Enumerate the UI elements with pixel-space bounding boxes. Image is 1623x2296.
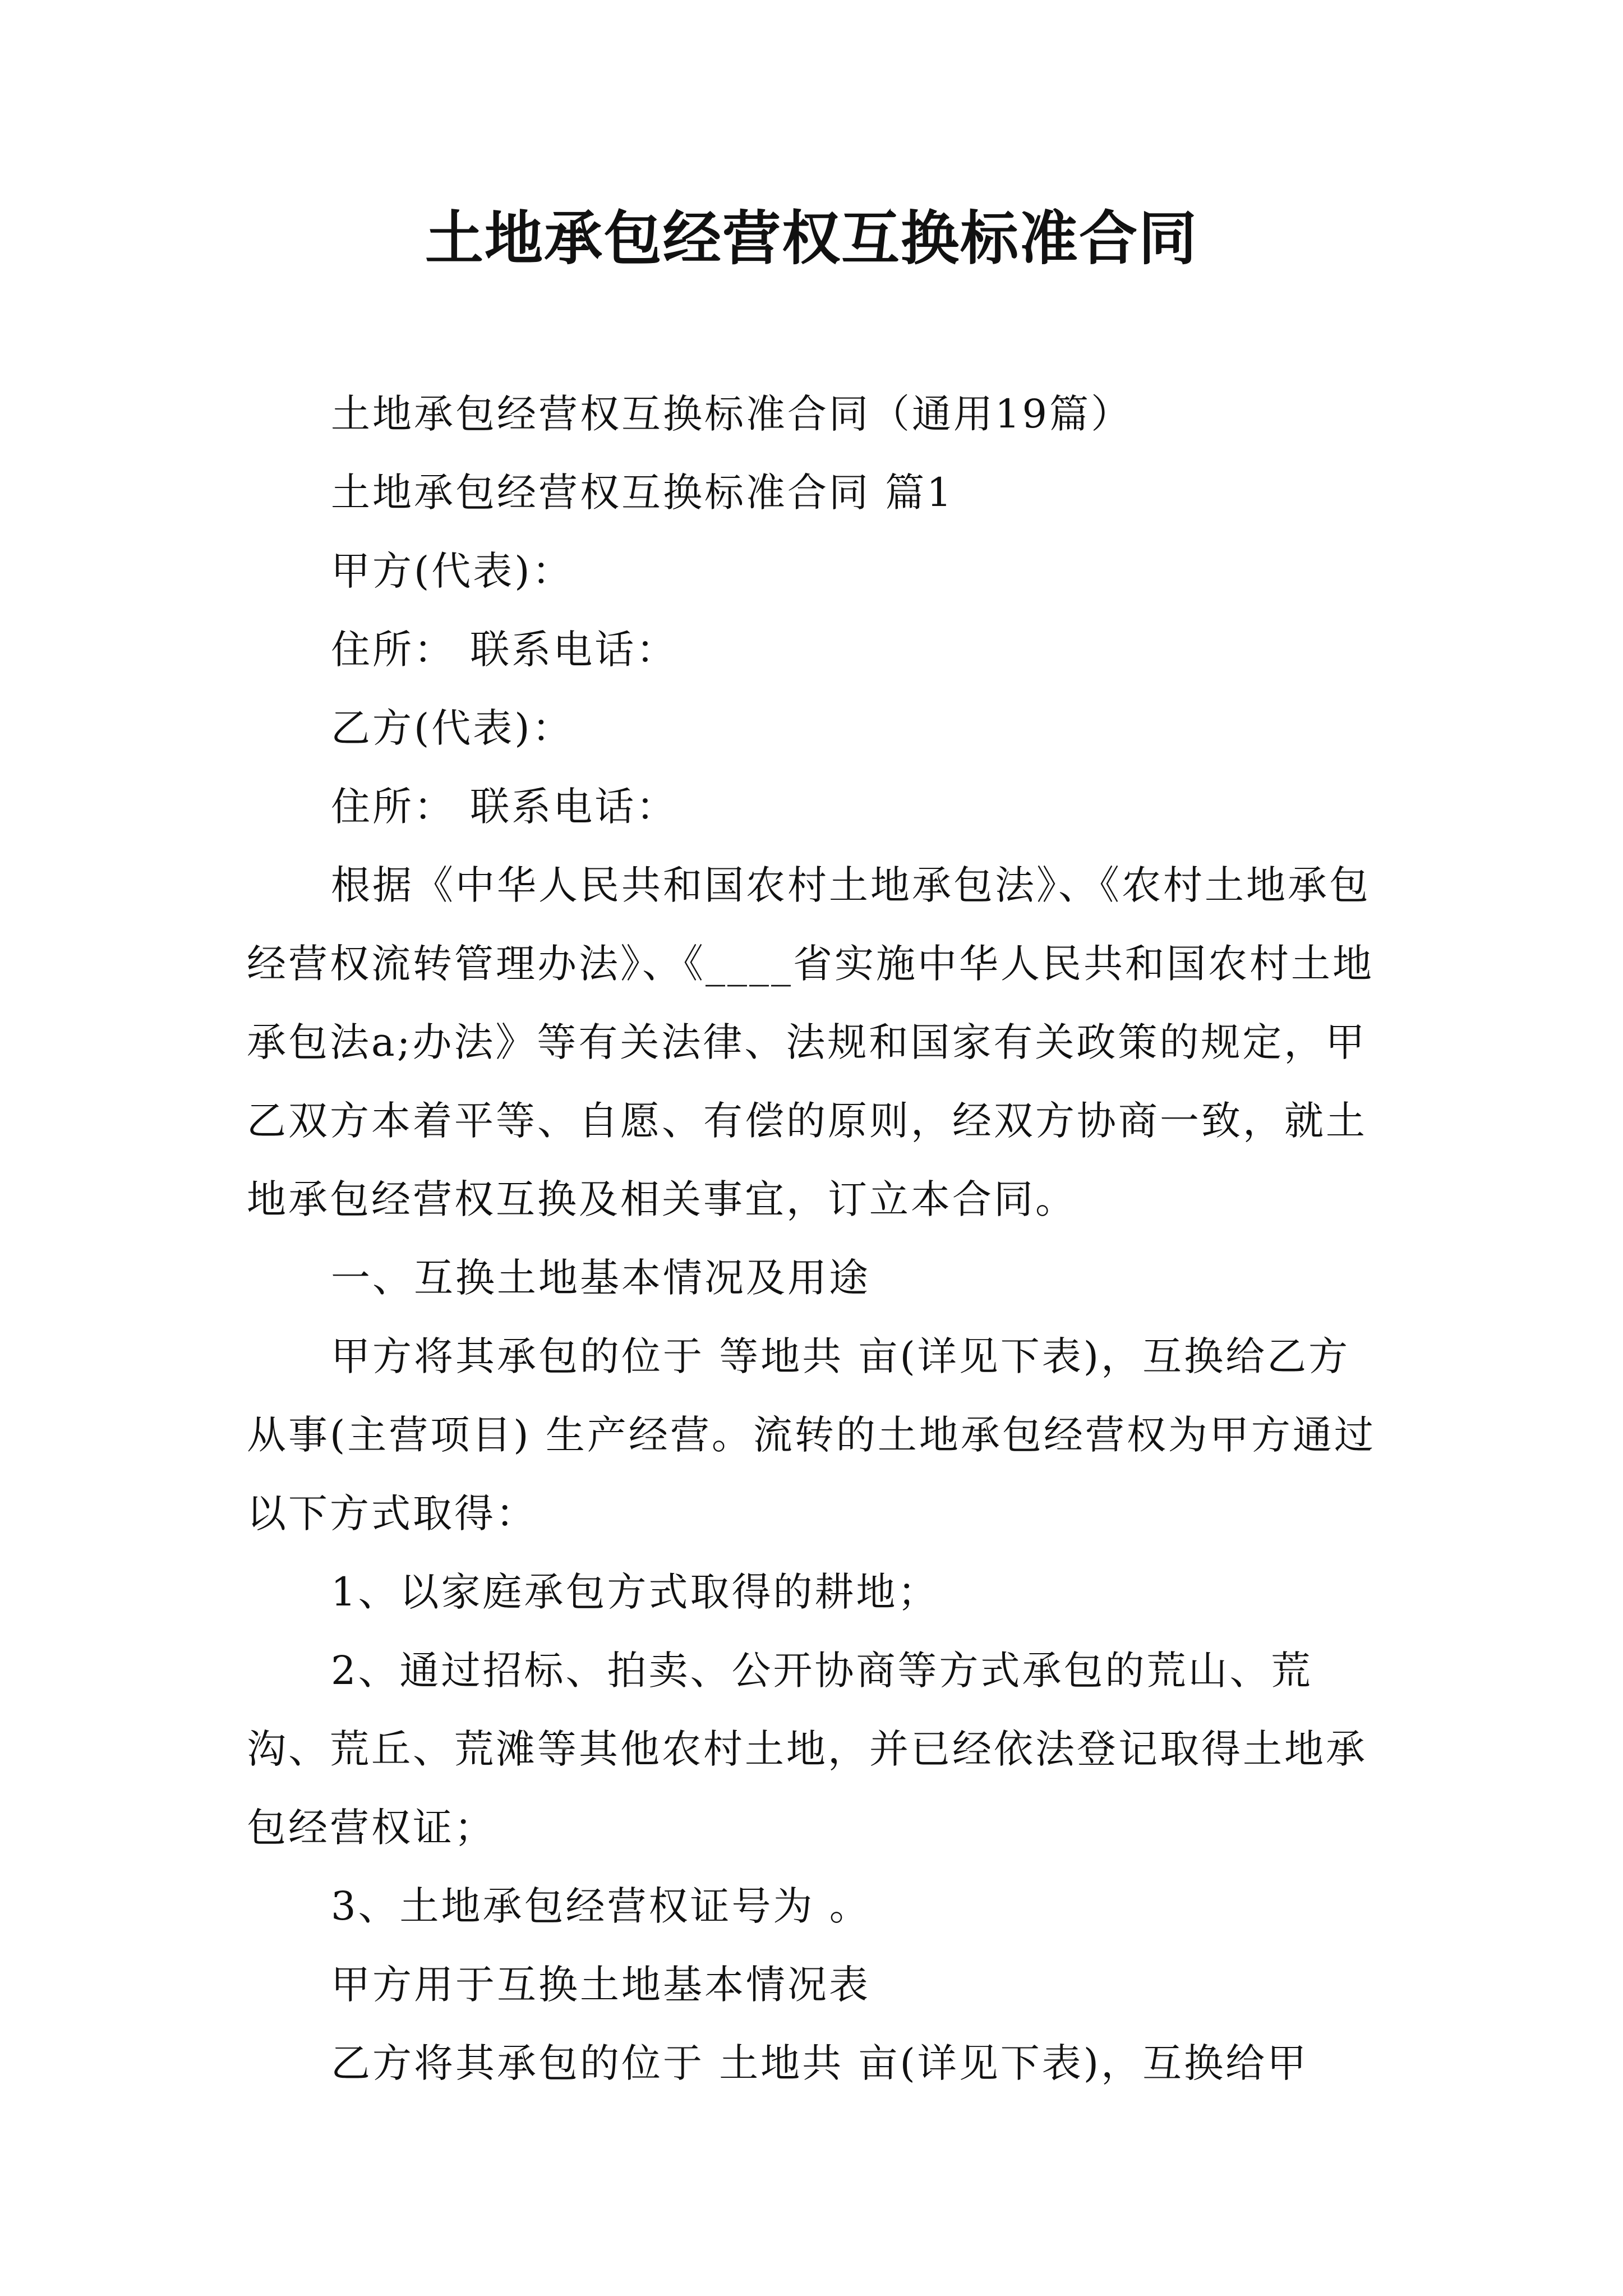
document-body (247, 375, 1380, 2102)
paragraph-item-3: 3、土地承包经营权证号为 。 (331, 1883, 871, 1929)
paragraph-party-a: 甲方(代表)： (331, 548, 574, 594)
document-title: 土地承包经营权互换标准合同 (425, 204, 1198, 273)
paragraph-item-2: 2、通过招标、拍卖、公开协商等方式承包的荒山、荒沟、荒丘、荒滩等其他农村土地，并已经依法登记取得土地承包经营权证； (247, 1648, 1367, 1851)
paragraph-table-caption: 甲方用于互换土地基本情况表 (331, 1962, 870, 2008)
paragraph-party-b: 乙方(代表)： (331, 705, 574, 751)
paragraph-item-1: 1、以家庭承包方式取得的耕地； (331, 1569, 939, 1615)
paragraph-legal-basis: 根据《中华人民共和国农村土地承包法》、《农村土地承包经营权流转管理办法》、《____省实施中华人民共和国农村土地承包法a;办法》等有关法律、法规和国家有关政策的规定，甲乙双方本着平等、自愿、有偿的原则，经双方协商一致，就土地承包经营权互换及相关事宜，订立本合同。 (247, 862, 1374, 1222)
paragraph-section-heading: 土地承包经营权互换标准合同 篇1 (331, 470, 954, 516)
paragraph-clause-1-heading: 一、互换土地基本情况及用途 (331, 1255, 870, 1301)
paragraph-party-b-address: 住所： 联系电话： (331, 784, 678, 830)
paragraph-party-a-address: 住所： 联系电话： (331, 627, 678, 673)
paragraph-party-a-land: 甲方将其承包的位于 等地共 亩(详见下表)，互换给乙方从事(主营项目) 生产经营。流转的土地承包经营权为甲方通过以下方式取得： (247, 1333, 1376, 1536)
paragraph-subtitle: 土地承包经营权互换标准合同（通用19篇） (331, 391, 1133, 437)
paragraph-party-b-land: 乙方将其承包的位于 土地共 亩(详见下表)，互换给甲 (331, 2040, 1309, 2086)
